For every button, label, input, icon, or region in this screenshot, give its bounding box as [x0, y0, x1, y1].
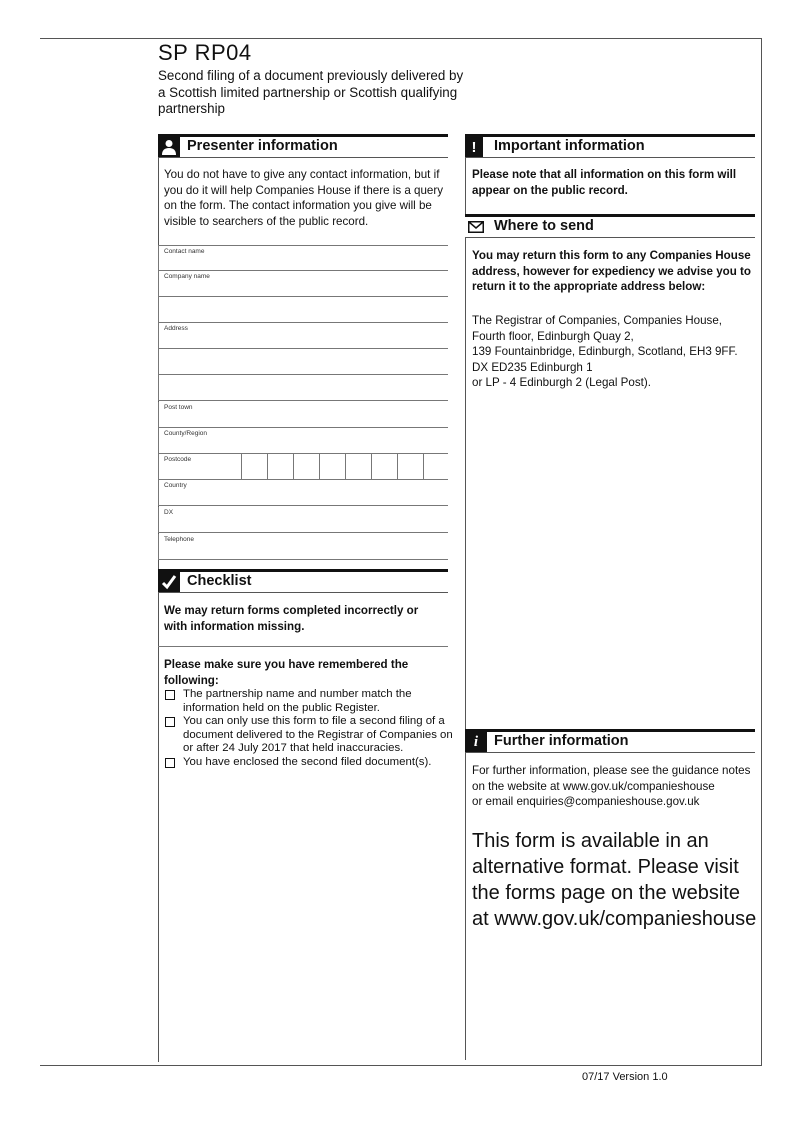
- checklist-lead: Please make sure you have remembered the following:: [164, 658, 409, 687]
- checklist-item-text: You can only use this form to file a second filing of a document delivered to the Registrar of Companies on or after 24 July 2017 that held inaccuracies.: [183, 715, 453, 755]
- post-town-field[interactable]: [158, 402, 448, 428]
- where-to-send-section-header: [465, 214, 755, 238]
- further-info-section-header: [465, 729, 755, 753]
- address-line2-field[interactable]: [158, 349, 448, 375]
- postcode-box[interactable]: [267, 454, 289, 479]
- company-name-field[interactable]: [158, 271, 448, 297]
- tick-icon: [158, 572, 180, 592]
- checklist-item: [163, 688, 453, 715]
- post-town-label: Post town: [164, 404, 193, 411]
- form-subtitle: Second filing of a document previously delivered by a Scottish limited partnership or Scottish qualifying partnership: [158, 68, 464, 116]
- checklist-section-header: [158, 569, 448, 593]
- further-info-title: Further information: [494, 733, 629, 749]
- checklist-item-text: You have enclosed the second filed document(s).: [183, 755, 432, 768]
- checkbox[interactable]: [165, 690, 175, 700]
- bottom-rule: [40, 1065, 762, 1066]
- dx-label: DX: [164, 509, 174, 516]
- exclamation-icon: !: [465, 137, 483, 157]
- address-label: Address: [164, 325, 188, 332]
- right-column-rule: [465, 140, 466, 1060]
- where-to-send-intro: You may return this form to any Companies House address, however for expediency we advise you to return it to the appropriate address below:: [472, 249, 751, 293]
- telephone-label: Telephone: [164, 536, 194, 543]
- dx-field[interactable]: [158, 507, 448, 533]
- address-line: 139 Fountainbridge, Edinburgh, Scotland, EH3 9FF.: [472, 345, 738, 358]
- postcode-label: Postcode: [164, 456, 192, 463]
- presenter-intro: You do not have to give any contact information, but if you do it will help Companies House if there is a query on the form. The contact information you give will be visible to searchers of the public record.: [164, 168, 444, 228]
- further-info-text: [472, 763, 760, 810]
- top-rule: [40, 38, 762, 39]
- where-to-send-title: Where to send: [494, 218, 594, 234]
- country-label: Country: [164, 482, 187, 489]
- checklist-items: [163, 688, 453, 770]
- address-line3-field[interactable]: [158, 375, 448, 401]
- company-name-label: Company name: [164, 273, 210, 280]
- checklist-item: [163, 756, 453, 770]
- form-version: 07/17 Version 1.0: [582, 1071, 668, 1083]
- postcode-box[interactable]: [241, 454, 263, 479]
- country-field[interactable]: [158, 480, 448, 506]
- checkbox[interactable]: [165, 758, 175, 768]
- checklist-title: Checklist: [187, 573, 252, 589]
- address-line: DX ED235 Edinburgh 1: [472, 360, 593, 374]
- postcode-box[interactable]: [397, 454, 419, 479]
- important-title: Important information: [494, 138, 645, 154]
- further-info-line: or email enquiries@companieshouse.gov.uk: [472, 795, 700, 808]
- important-section-header: [465, 134, 755, 158]
- info-icon: i: [465, 732, 487, 752]
- postcode-box[interactable]: [345, 454, 367, 479]
- checklist-item: [163, 715, 453, 756]
- presenter-section-header: [158, 134, 448, 158]
- contact-name-field[interactable]: [158, 245, 448, 271]
- address-line: Fourth floor, Edinburgh Quay 2,: [472, 329, 634, 343]
- person-icon: [158, 137, 180, 157]
- presenter-title: Presenter information: [187, 138, 338, 154]
- checklist-item-text: The partnership name and number match the information held on the public Register.: [183, 688, 412, 714]
- further-info-line: on the website at www.gov.uk/companieshouse: [472, 779, 715, 793]
- contact-name-label: Contact name: [164, 248, 205, 255]
- postcode-box[interactable]: [293, 454, 315, 479]
- county-region-field[interactable]: [158, 428, 448, 454]
- important-text: Please note that all information on this form will appear on the public record.: [472, 168, 737, 197]
- postcode-box[interactable]: [319, 454, 341, 479]
- address-line: The Registrar of Companies, Companies House,: [472, 314, 723, 327]
- envelope-icon: [465, 217, 487, 237]
- address-line: or LP - 4 Edinburgh 2 (Legal Post).: [472, 376, 651, 389]
- county-region-label: County/Region: [164, 430, 207, 437]
- checklist-warning: We may return forms completed incorrectly or with information missing.: [164, 604, 419, 633]
- alternative-format-notice: This form is available in an alternative format. Please visit the forms page on the website at www.gov.uk/companieshouse: [472, 830, 757, 930]
- checklist-divider: [158, 646, 448, 647]
- registrar-address: [472, 313, 760, 391]
- postcode-field[interactable]: [158, 454, 448, 480]
- further-info-line: For further information, please see the guidance notes: [472, 764, 751, 777]
- address-field[interactable]: [158, 323, 448, 349]
- form-code: SP RP04: [158, 40, 252, 65]
- postcode-box[interactable]: [423, 454, 445, 479]
- company-name-line2-field[interactable]: [158, 297, 448, 323]
- telephone-field[interactable]: [158, 534, 448, 560]
- checkbox[interactable]: [165, 717, 175, 727]
- postcode-box[interactable]: [371, 454, 393, 479]
